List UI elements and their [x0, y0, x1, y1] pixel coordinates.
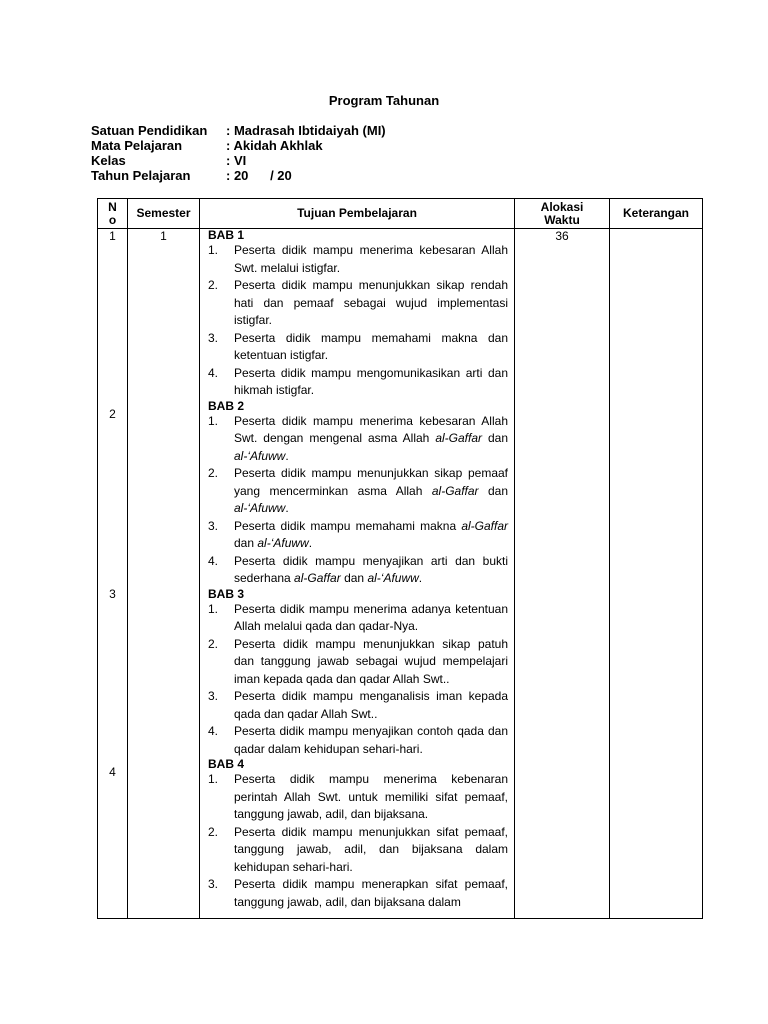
list-item [208, 771, 508, 824]
meta-label: Tahun Pelajaran [91, 168, 191, 183]
list-item-number: 2. [208, 824, 219, 839]
list-item-text: Peserta didik mampu menunjukkan sifat pemaaf, tanggung jawab, adil, dan bijaksana dalam kehidupan sehari-hari. [234, 824, 508, 874]
header-no-line1: N [108, 199, 117, 214]
meta-value: : Madrasah Ibtidaiyah (MI) [226, 123, 386, 138]
header-no-line2: o [108, 212, 117, 227]
list-item-text: Peserta didik mampu menerima adanya ketentuan Allah melalui qada dan qadar-Nya. [234, 601, 508, 633]
list-item [208, 876, 508, 911]
no-cell [98, 229, 128, 919]
list-item-text: Peserta didik mampu menerima kebesaran Allah Swt. dengan mengenal asma Allah al-Gaffar dan al-‘Afuww. [234, 413, 508, 463]
list-item-number: 4. [208, 553, 219, 568]
list-item-text: Peserta didik mampu memahami makna al-Gaffar dan al-‘Afuww. [234, 518, 508, 550]
bab-section [208, 758, 508, 911]
list-item [208, 277, 508, 330]
bab-section [208, 400, 508, 588]
list-item-text: Peserta didik mampu menerapkan sifat pemaaf, tanggung jawab, adil, dan bijaksana dalam [234, 877, 508, 909]
list-item-number: 2. [208, 278, 219, 292]
list-item-number: 4. [208, 365, 219, 380]
table-header-row [98, 199, 703, 229]
tujuan-cell [200, 229, 515, 919]
list-item [208, 242, 508, 277]
list-item-number: 1. [208, 413, 219, 428]
list-item-text: Peserta didik mampu mengomunikasikan arti dan hikmah istigfar. [234, 365, 508, 397]
no-item: 2 [109, 407, 116, 421]
list-item-number: 2. [208, 636, 219, 651]
list-item-number: 2. [208, 466, 219, 480]
meta-value: : 20 / 20 [226, 168, 292, 183]
meta-row-mapel [91, 138, 386, 153]
keterangan-cell [610, 229, 703, 919]
list-item-text: Peserta didik mampu menyajikan arti dan bukti sederhana al-Gaffar dan al-‘Afuww. [234, 553, 508, 585]
bab-title: BAB 2 [208, 398, 245, 413]
list-item [208, 553, 508, 588]
alokasi-cell [515, 229, 610, 919]
header-semester: Semester [128, 199, 200, 229]
page-title: Program Tahunan [328, 93, 440, 108]
header-tujuan: Tujuan Pembelajaran [200, 199, 515, 229]
no-item: 4 [109, 765, 116, 779]
list-item [208, 465, 508, 518]
semester-value: 1 [160, 229, 167, 243]
list-item-number: 1. [208, 772, 219, 786]
list-item [208, 688, 508, 723]
list-item [208, 518, 508, 553]
list-item-number: 3. [208, 689, 219, 703]
list-item [208, 365, 508, 400]
meta-row-kelas [91, 153, 386, 168]
bab-title: BAB 3 [208, 586, 245, 601]
list-item [208, 723, 508, 758]
no-item: 3 [109, 587, 116, 601]
list-item-number: 3. [208, 330, 219, 345]
header-alokasi [515, 199, 610, 229]
list-item [208, 413, 508, 466]
semester-cell [128, 229, 200, 919]
list-item [208, 601, 508, 636]
program-table [97, 198, 703, 919]
bab-title: BAB 4 [208, 757, 245, 771]
list-item-text: Peserta didik mampu menerima kebesaran Allah Swt. melalui istigfar. [234, 243, 508, 275]
meta-value: : Akidah Akhlak [226, 138, 323, 153]
list-item [208, 636, 508, 689]
alokasi-value: 36 [555, 229, 569, 243]
tujuan-content [200, 229, 514, 911]
meta-label: Kelas [91, 153, 126, 168]
meta-row-satuan [91, 123, 386, 138]
meta-row-tahun [91, 168, 386, 183]
header-alokasi-line2: Waktu [544, 212, 580, 227]
list-item-text: Peserta didik mampu menganalisis iman kepada qada dan qadar Allah Swt.. [234, 689, 508, 721]
list-item-text: Peserta didik mampu menunjukkan sikap pemaaf yang mencerminkan asma Allah al-Gaffar dan al-‘Afuww. [234, 466, 509, 515]
bab-title: BAB 1 [208, 228, 245, 242]
table-row [98, 229, 703, 919]
list-item-number: 1. [208, 601, 219, 616]
header-no [98, 199, 128, 229]
list-item-text: Peserta didik mampu menerima kebenaran perintah Allah Swt. untuk memiliki sifat pemaaf, tanggung jawab, adil, dan bijaksana. [234, 772, 508, 821]
list-item [208, 824, 508, 877]
header-alokasi-line1: Alokasi [540, 199, 584, 214]
meta-label: Mata Pelajaran [91, 138, 183, 153]
meta-value: : VI [226, 153, 247, 168]
list-item-text: Peserta didik mampu menunjukkan sikap patuh dan tanggung jawab sebagai wujud mempelajari iman kepada qada dan qadar Allah Swt.. [234, 636, 508, 686]
document-meta [91, 123, 386, 183]
list-item [208, 330, 508, 365]
list-item-number: 3. [208, 877, 219, 891]
list-item-text: Peserta didik mampu memahami makna dan ketentuan istigfar. [234, 330, 508, 362]
header-keterangan: Keterangan [610, 199, 703, 229]
no-item: 1 [109, 229, 116, 243]
list-item-number: 3. [208, 518, 219, 533]
list-item-text: Peserta didik mampu menyajikan contoh qada dan qadar dalam kehidupan sehari-hari. [234, 724, 508, 756]
bab-section [208, 229, 508, 400]
list-item-number: 4. [208, 724, 219, 738]
bab-section [208, 588, 508, 759]
meta-label: Satuan Pendidikan [91, 123, 208, 138]
list-item-text: Peserta didik mampu menunjukkan sikap rendah hati dan pemaaf sebagai wujud implementasi istigfar. [234, 278, 508, 327]
list-item-number: 1. [208, 243, 219, 257]
